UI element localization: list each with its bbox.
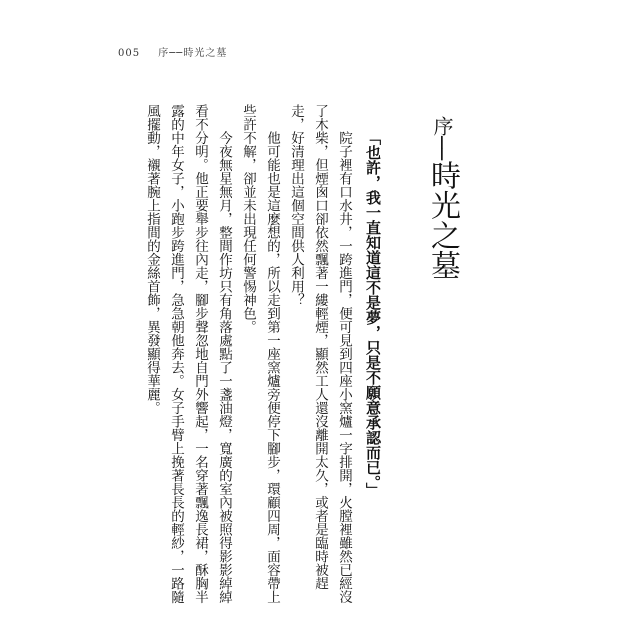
chapter-prefix: 序──: [430, 116, 454, 161]
chapter-title: [424, 116, 460, 280]
paragraph: 今夜無星無月，整間作坊只有角落處點了一盞油燈，寬廣的室內被照得影影綽綽看不分明。他正要舉步往內走，腳步聲忽地自門外響起，一名穿著飄逸長裙，酥胸半露的中年女子，小跑步跨進門，急急朝他奔去。女子手臂上挽著長長的輕紗，一路隨風擺動，襯著腕上指間的金絲首飾，異發顯得華麗。: [144, 104, 232, 604]
epigraph: 「也許，我一直知道這不是夢，只是不願意承認而已。」: [364, 130, 382, 498]
running-title: 序──時光之墓: [158, 48, 228, 59]
running-header: [118, 44, 227, 59]
chapter-title-text: 時光之墓: [425, 160, 460, 281]
page-number: 005: [118, 48, 141, 59]
body-text: [126, 104, 356, 604]
paragraph: 院子裡有口水井，一跨進門，便可見到四座小窯爐一字排開，火膛裡雖然已經沒了木柴，但煙囪口卻依然飄著一縷輕煙，顯然工人還沒離開太久，或者是臨時被趕走，好清理出這個空間供人利用？: [288, 104, 352, 604]
paragraph: 他可能也是這麼想的，所以走到第一座窯爐旁便停下腳步，環顧四周，面容帶上些許不解，卻並未出現任何警惕神色。: [240, 104, 280, 604]
